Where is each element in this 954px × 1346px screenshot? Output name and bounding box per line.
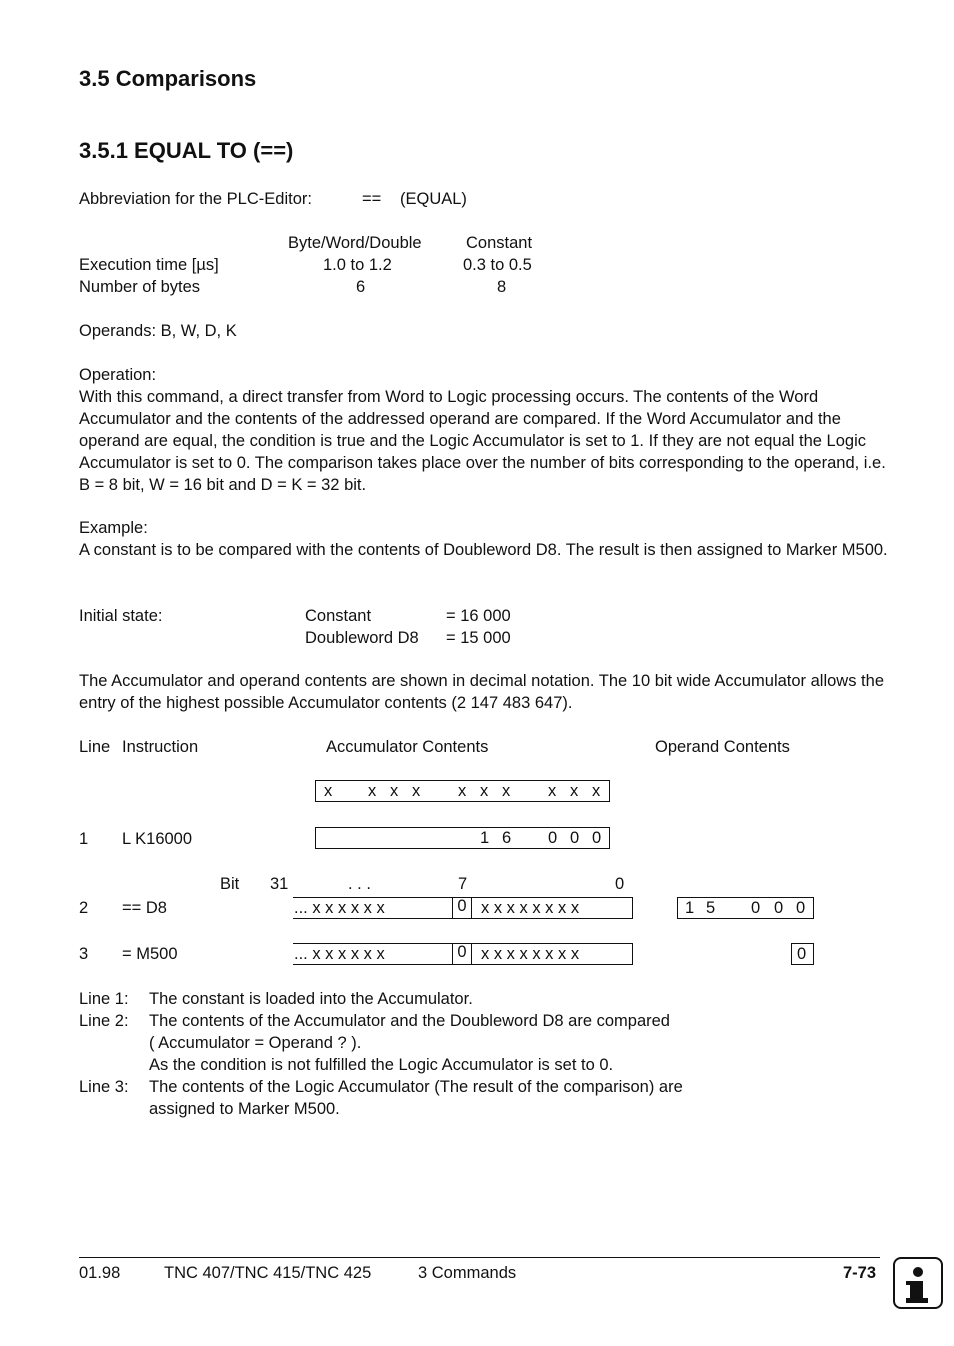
initial-value: = 16 000: [446, 607, 511, 625]
accu-digit: 0: [548, 829, 558, 847]
note-label: Line 3:: [79, 1078, 129, 1096]
register-end: [632, 943, 633, 965]
logic-bit-cell: 0: [452, 897, 472, 919]
logic-register-line2: [293, 897, 633, 919]
operand-line3-box: [791, 943, 814, 965]
timing-row-v2: 0.3 to 0.5: [463, 256, 532, 274]
initial-name: Doubleword D8: [305, 629, 419, 647]
timing-col2-header: Constant: [466, 234, 533, 252]
bit-31: 31: [270, 875, 289, 893]
operand-digit: 5: [706, 899, 716, 917]
accu-digit: 6: [502, 829, 512, 847]
note-text: ( Accumulator = Operand ? ).: [149, 1034, 362, 1052]
notation-text: The Accumulator and operand contents are shown in decimal notation. The 10 bit wide Accumulator allows the entry of the highest possible Accumulator contents (2 147 483 647).: [79, 672, 884, 712]
footer-model: TNC 407/TNC 415/TNC 425: [164, 1264, 372, 1282]
line-number: 2: [79, 899, 89, 917]
note-text: The contents of the Accumulator and the Doubleword D8 are compared: [149, 1012, 670, 1030]
info-icon: [893, 1257, 943, 1309]
bit-dots: . . .: [348, 875, 371, 893]
note-label: Line 2:: [79, 1012, 129, 1030]
abbrev-symbol: ==: [362, 190, 382, 208]
footer-rule: [79, 1257, 880, 1258]
accu-x: x: [458, 782, 467, 800]
abbrev-label: Abbreviation for the PLC-Editor:: [79, 190, 312, 208]
line-instruction: == D8: [122, 899, 167, 917]
header-instruction: Instruction: [122, 738, 199, 756]
register-high-bits: ... x x x x x x: [294, 945, 385, 963]
accu-x: x: [548, 782, 557, 800]
note-text: assigned to Marker M500.: [149, 1100, 340, 1118]
footer-chapter: 3 Commands: [418, 1264, 517, 1282]
accu-x: x: [502, 782, 511, 800]
accu-x: x: [390, 782, 399, 800]
accu-digit: 0: [592, 829, 602, 847]
operands-line: Operands: B, W, D, K: [79, 322, 237, 340]
timing-row-v1: 6: [356, 278, 366, 296]
operand-digit: 0: [774, 899, 784, 917]
bit-0: 0: [615, 875, 625, 893]
register-low-bits: x x x x x x x x: [481, 945, 580, 963]
timing-row-v2: 8: [497, 278, 507, 296]
example-text: A constant is to be compared with the contents of Doubleword D8. The result is then assigned to Marker M500.: [79, 541, 888, 559]
section-heading: 3.5 Comparisons: [79, 66, 257, 91]
timing-row-label: Execution time [µs]: [79, 256, 219, 274]
accu-x: x: [480, 782, 489, 800]
abbrev-name: (EQUAL): [400, 190, 467, 208]
operand-digit: 0: [751, 899, 761, 917]
accu-digit: 1: [480, 829, 490, 847]
operation-text: With this command, a direct transfer from Word to Logic processing occurs. The contents of the Word Accumulator and the contents of the addressed operand are compared. If the Word Accumulator and the operand are equal, the condition is true and the Logic Accumulator is set to 1. If they are not equal the Logic Accumulator is set to 0. The comparison takes place over the number of bits corresponding to the operand, i.e. B = 8 bit, W = 16 bit and D = K = 32 bit.: [79, 388, 886, 494]
initial-name: Constant: [305, 607, 372, 625]
register-end: [632, 897, 633, 919]
logic-bit-cell: 0: [452, 943, 472, 965]
line-instruction: L K16000: [122, 830, 193, 848]
bit-label: Bit: [220, 875, 240, 893]
logic-register-line3: [293, 943, 633, 965]
note-text: As the condition is not fulfilled the Logic Accumulator is set to 0.: [149, 1056, 614, 1074]
initial-state-label: Initial state:: [79, 607, 163, 625]
accu-x: x: [368, 782, 377, 800]
accumulator-initial-box: [315, 780, 610, 802]
header-operand: Operand Contents: [655, 738, 790, 756]
accu-x: x: [570, 782, 579, 800]
note-text: The contents of the Logic Accumulator (The result of the comparison) are: [149, 1078, 683, 1096]
header-accumulator: Accumulator Contents: [326, 738, 489, 756]
note-text: The constant is loaded into the Accumulator.: [149, 990, 473, 1008]
accumulator-line1-box: [315, 827, 610, 849]
page-number: 7-73: [843, 1264, 877, 1282]
accu-x: x: [592, 782, 601, 800]
accu-x: x: [324, 782, 333, 800]
accu-x: x: [412, 782, 421, 800]
accu-digit: 0: [570, 829, 580, 847]
line-number: 1: [79, 830, 89, 848]
operand-line2-box: [677, 897, 814, 919]
subsection-heading: 3.5.1 EQUAL TO (==): [79, 138, 294, 163]
operand-digit: 1: [685, 899, 695, 917]
timing-row-label: Number of bytes: [79, 278, 201, 296]
initial-value: = 15 000: [446, 629, 511, 647]
register-low-bits: x x x x x x x x: [481, 899, 580, 917]
marker-value: 0: [797, 945, 807, 963]
line-number: 3: [79, 945, 89, 963]
example-label: Example:: [79, 519, 148, 537]
operand-digit: 0: [796, 899, 806, 917]
note-label: Line 1:: [79, 990, 129, 1008]
line-instruction: = M500: [122, 945, 178, 963]
register-high-bits: ... x x x x x x: [294, 899, 385, 917]
footer-date: 01.98: [79, 1264, 121, 1282]
header-line: Line: [79, 738, 111, 756]
timing-row-v1: 1.0 to 1.2: [323, 256, 392, 274]
bit-7: 7: [458, 875, 468, 893]
timing-col1-header: Byte/Word/Double: [288, 234, 422, 252]
operation-label: Operation:: [79, 366, 157, 384]
